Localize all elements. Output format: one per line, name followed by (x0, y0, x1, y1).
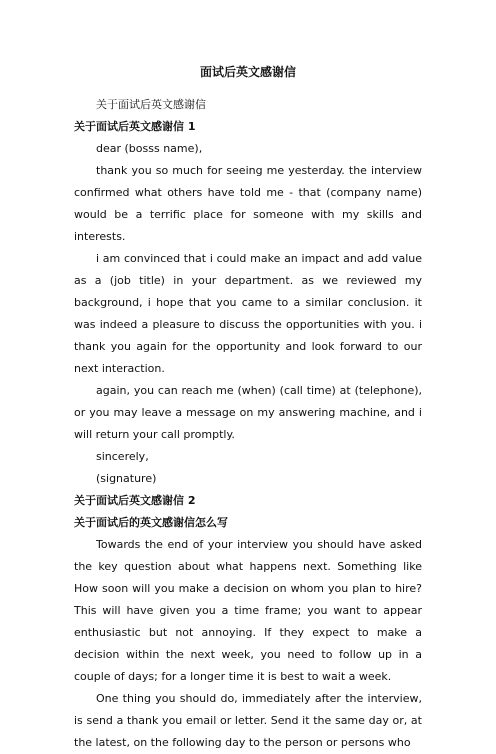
letter-paragraph-1: thank you so much for seeing me yesterday. the interview confirmed what others have told me - that (company name) would be a terrific place for someone with my skills and interests. (74, 164, 422, 243)
body-paragraph-1: Towards the end of your interview you should have asked the key question about what happens next. Something like How soon will you make a decision on whom you plan to hire? This will have given you a time frame; you want to appear enthusiastic but not annoying. If they expect to make a decision within the next week, you need to follow up in a couple of days; for a longer time it is best to wait a week. (74, 538, 422, 683)
letter-paragraph-2: i am convinced that i could make an impact and add value as a (job title) in your department. as we reviewed my background, i hope that you came to a similar conclusion. it was indeed a pleasure to discuss the opportunities with you. i thank you again for the opportunity and look forward to our next interaction. (74, 252, 422, 375)
letter-closing: sincerely, (96, 450, 149, 463)
letter-salutation: dear (bosss name), (96, 142, 203, 155)
section-heading-2: 关于面试后英文感谢信 2 (74, 494, 196, 507)
letter-paragraph-3: again, you can reach me (when) (call time) at (telephone), or you may leave a message on my answering machine, and i will return your call promptly. (74, 384, 422, 441)
body-paragraph-2: One thing you should do, immediately after the interview, is send a thank you email or letter. Send it the same day or, at the latest, on the following day to the person or persons who (74, 692, 422, 749)
section-heading-1: 关于面试后英文感谢信 1 (74, 120, 196, 133)
document-page (74, 62, 422, 754)
intro-line: 关于面试后英文感谢信 (96, 98, 206, 111)
letter-signature: (signature) (96, 472, 157, 485)
document-title: 面试后英文感谢信 (199, 65, 296, 79)
section-heading-3: 关于面试后的英文感谢信怎么写 (74, 516, 228, 529)
